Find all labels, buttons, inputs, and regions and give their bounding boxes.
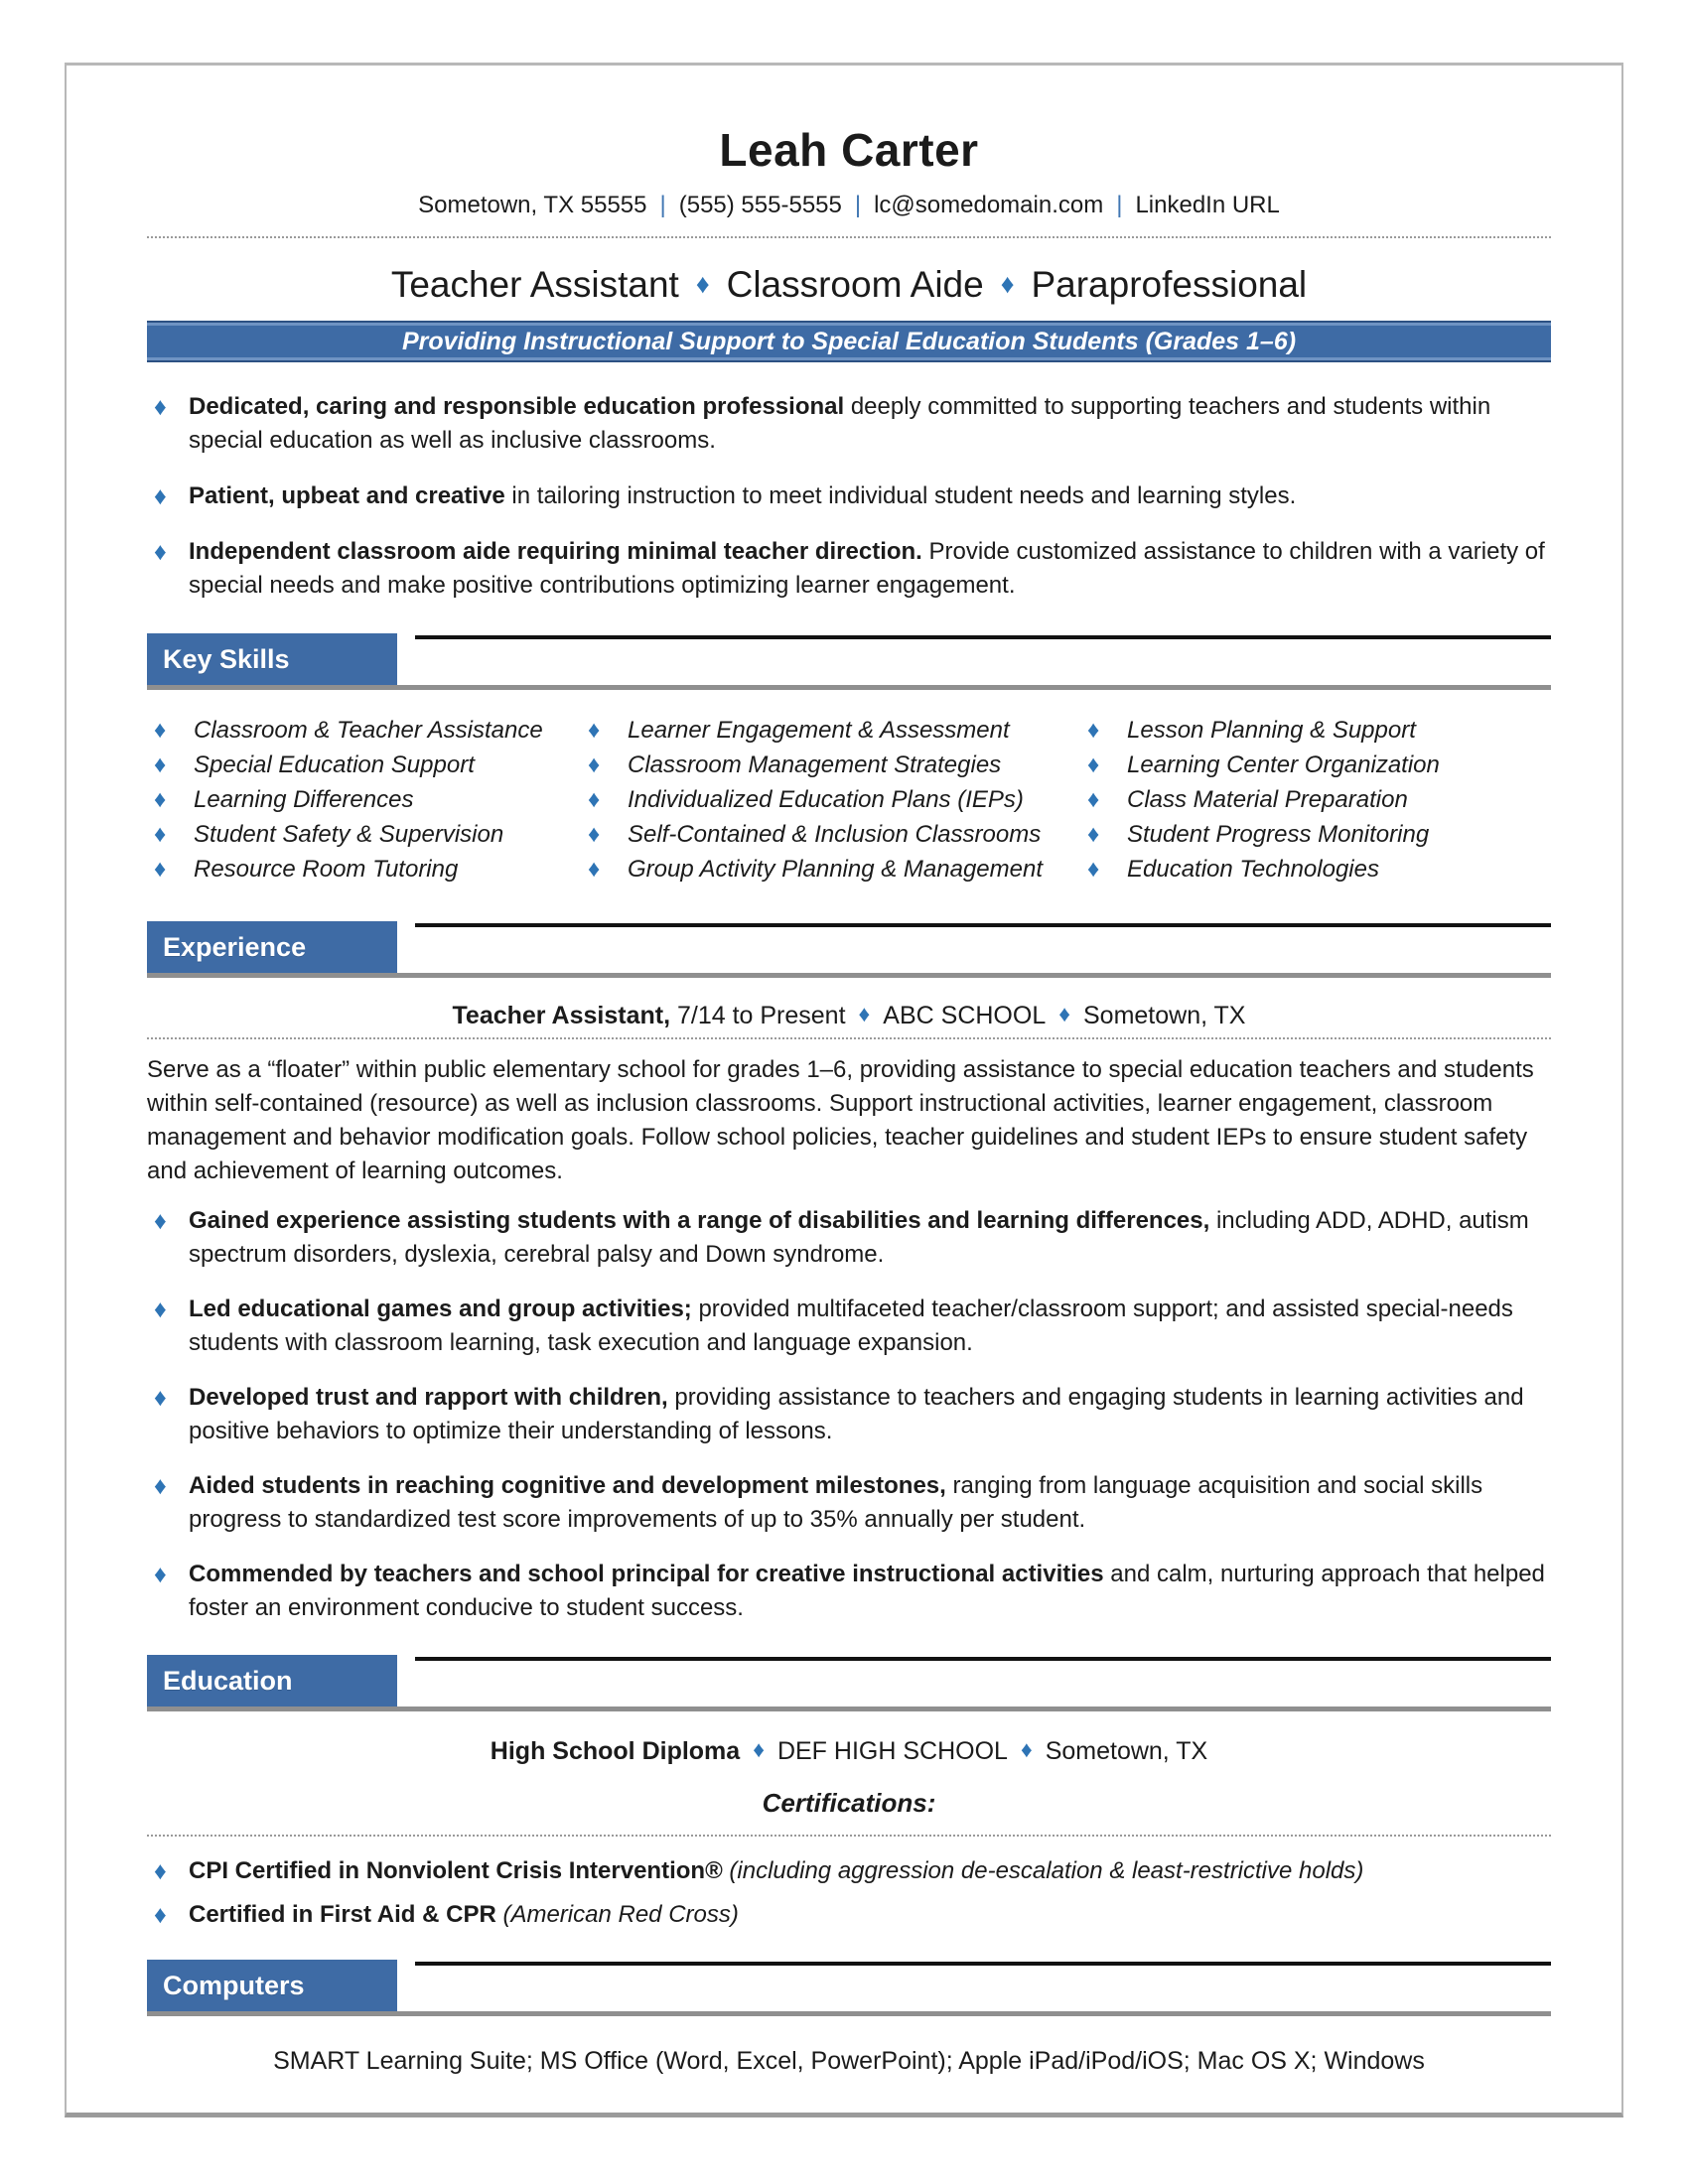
title-part: Paraprofessional [1031,264,1308,305]
section-header-rule [415,1962,1551,1966]
experience-job-line [147,998,1551,1031]
bullet-bold-lead: Independent classroom aide requiring minimal teacher direction. [189,538,922,565]
header-dotted-divider [147,236,1551,238]
diamond-bullet-icon: ♦ [154,1472,167,1500]
certifications-dotted-divider [147,1835,1551,1837]
experience-bullet [147,1381,1551,1448]
skill-item [581,817,1080,852]
bullet-bold-lead: Certified in First Aid & CPR [189,1901,496,1928]
title-part: Classroom Aide [726,264,984,305]
diamond-bullet-icon: ♦ [154,1857,167,1885]
skill-item [581,782,1080,817]
skill-item [581,748,1080,782]
experience-dotted-divider [147,1037,1551,1039]
skill-item [147,713,581,748]
bullet-rest: and calm, nurturing approach that helped foster an environment conducive to student success. [189,1561,1545,1621]
job-company: ABC SCHOOL [883,1002,1047,1029]
contact-separator: | [854,192,862,218]
bullet-bold-lead: Patient, upbeat and creative [189,482,505,509]
degree-name: High School Diploma [490,1737,741,1765]
skill-item [1080,713,1551,748]
bullet-rest: ranging from language acquisition and social skills progress to standardized test score improvements of up to 35% annually per student. [189,1472,1483,1533]
skill-item [1080,782,1551,817]
bullet-rest: Provide customized assistance to children with a variety of special needs and make positive contributions optimizing learner engagement. [189,538,1545,599]
bullet-italic-note: (American Red Cross) [495,1901,739,1928]
skill-label: Student Progress Monitoring [1127,821,1430,848]
bullet-bold-lead: Led educational games and group activities; [189,1296,692,1322]
experience-bullet-text [189,1558,1551,1625]
bullet-italic-note: (including aggression de-escalation & least-restrictive holds) [722,1857,1364,1884]
bullet-bold-lead: Developed trust and rapport with children, [189,1384,668,1411]
diamond-bullet-icon: ♦ [154,1207,167,1235]
experience-paragraph: Serve as a “floater” within public elementary school for grades 1–6, providing assistance to special education teachers and students within self-contained (resource) as well as inclusion classrooms. Support instructional activities, learner engagement, classroom management and behavior modification goals. Follow school policies, teacher guidelines and student IEPs to ensure student safety and achievement of learning outcomes. [147,1056,1534,1184]
experience-bullet [147,1469,1551,1537]
diamond-icon: ♦ [753,1736,765,1762]
section-header-rule [415,923,1551,927]
resume-page [65,63,1623,2117]
skill-item [581,852,1080,887]
skill-label: Lesson Planning & Support [1127,717,1416,744]
skill-label: Student Safety & Supervision [194,821,504,848]
diamond-bullet-icon: ♦ [1087,751,1100,778]
section-header-rule [415,635,1551,639]
experience-bullet [147,1293,1551,1360]
diamond-bullet-icon: ♦ [154,717,167,744]
diamond-bullet-icon: ♦ [154,1901,167,1929]
skill-item [581,713,1080,748]
diamond-bullet-icon: ♦ [154,821,167,848]
diamond-icon: ♦ [1000,269,1015,299]
skill-label: Self-Contained & Inclusion Classrooms [628,821,1042,848]
bullet-rest: deeply committed to supporting teachers and students within special education as well as inclusive classrooms. [189,393,1491,454]
skills-column-2 [581,713,1080,887]
experience-bullet-text [189,1469,1551,1537]
section-header-key-skills [147,633,1551,690]
education-degree-line [147,1733,1551,1767]
summary-bullet-text [189,390,1551,458]
summary-bullet [147,390,1551,458]
summary-bullet [147,479,1551,513]
job-dates: 7/14 to Present [670,1002,846,1029]
diamond-icon: ♦ [695,269,710,299]
certification-bullet [147,1854,1551,1888]
skill-label: Group Activity Planning & Management [628,856,1043,883]
skill-label: Learner Engagement & Assessment [628,717,1010,744]
diamond-bullet-icon: ♦ [154,538,167,566]
summary-bullets [147,390,1551,603]
bullet-bold-lead: Aided students in reaching cognitive and development milestones, [189,1472,946,1499]
diamond-bullet-icon: ♦ [154,393,167,421]
job-location: Sometown, TX [1082,1002,1246,1029]
diamond-bullet-icon: ♦ [1087,786,1100,813]
skill-item [147,748,581,782]
skill-label: Classroom Management Strategies [628,751,1002,778]
diamond-bullet-icon: ♦ [588,717,601,744]
section-header-rule [415,1657,1551,1661]
diamond-icon: ♦ [1058,1001,1070,1026]
certification-bullet [147,1898,1551,1932]
section-title-computers: Computers [147,1960,397,2011]
job-titles-line [147,262,1551,307]
certification-bullet-text [189,1854,1363,1888]
skill-item [147,817,581,852]
bullet-rest: providing assistance to teachers and engaging students in learning activities and positive behaviors to optimize their understanding of lessons. [189,1384,1524,1444]
computers-skills-line: SMART Learning Suite; MS Office (Word, Excel, PowerPoint); Apple iPad/iPod/iOS; Mac OS X; Windows [273,2047,1425,2075]
certification-bullets [147,1854,1551,1932]
title-part: Teacher Assistant [390,264,679,305]
diamond-bullet-icon: ♦ [154,482,167,510]
experience-bullet [147,1558,1551,1625]
contact-separator: | [1116,192,1123,218]
skill-item [1080,748,1551,782]
diamond-bullet-icon: ♦ [1087,821,1100,848]
job-title: Teacher Assistant, [452,1002,671,1029]
contact-email: lc@somedomain.com [874,192,1104,218]
experience-bullet [147,1204,1551,1272]
skill-label: Classroom & Teacher Assistance [194,717,543,744]
summary-bullet [147,535,1551,603]
contact-phone: (555) 555-5555 [678,192,842,218]
experience-bullet-text [189,1293,1551,1360]
section-header-computers [147,1960,1551,2016]
skill-label: Class Material Preparation [1127,786,1408,813]
certification-bullet-text [189,1898,739,1932]
bullet-bold-lead: Commended by teachers and school principal for creative instructional activities [189,1561,1104,1587]
contact-line [147,191,1551,220]
skills-column-1 [147,713,581,887]
section-title-key-skills: Key Skills [147,633,397,685]
diamond-bullet-icon: ♦ [1087,856,1100,883]
skill-label: Learning Differences [194,786,414,813]
school-name: DEF HIGH SCHOOL [776,1737,1008,1765]
section-header-education [147,1655,1551,1711]
section-header-experience [147,921,1551,978]
diamond-bullet-icon: ♦ [588,751,601,778]
bullet-rest: provided multifaceted teacher/classroom support; and assisted special-needs students with classroom learning, task execution and language expansion. [189,1296,1513,1356]
section-title-experience: Experience [147,921,397,973]
skill-item [1080,852,1551,887]
skill-label: Learning Center Organization [1127,751,1440,778]
diamond-bullet-icon: ♦ [1087,717,1100,744]
candidate-name: Leah Carter [719,124,979,176]
diamond-icon: ♦ [1020,1736,1033,1762]
skill-label: Special Education Support [194,751,475,778]
bullet-bold-lead: CPI Certified in Nonviolent Crisis Intervention® [189,1857,723,1884]
skill-item [147,782,581,817]
diamond-icon: ♦ [858,1001,871,1026]
contact-separator: | [659,192,666,218]
resume-content [147,66,1551,2078]
bullet-bold-lead: Dedicated, caring and responsible education professional [189,393,845,420]
certifications-heading: Certifications: [762,1788,936,1818]
diamond-bullet-icon: ♦ [154,1384,167,1412]
skills-column-3 [1080,713,1551,887]
section-title-education: Education [147,1655,397,1706]
diamond-bullet-icon: ♦ [154,786,167,813]
experience-bullet-text [189,1204,1551,1272]
key-skills-grid [147,713,1551,887]
contact-location: Sometown, TX 55555 [418,192,647,218]
diamond-bullet-icon: ♦ [154,856,167,883]
diamond-bullet-icon: ♦ [588,786,601,813]
diamond-bullet-icon: ♦ [154,1296,167,1323]
school-location: Sometown, TX [1045,1737,1208,1765]
skill-label: Individualized Education Plans (IEPs) [628,786,1024,813]
diamond-bullet-icon: ♦ [154,751,167,778]
experience-bullets [147,1204,1551,1625]
diamond-bullet-icon: ♦ [154,1561,167,1588]
summary-bullet-text [189,479,1296,513]
skill-label: Education Technologies [1127,856,1379,883]
tagline-banner: Providing Instructional Support to Special Education Students (Grades 1–6) [147,321,1551,362]
diamond-bullet-icon: ♦ [588,821,601,848]
skill-label: Resource Room Tutoring [194,856,459,883]
contact-linkedin: LinkedIn URL [1135,192,1280,218]
diamond-bullet-icon: ♦ [588,856,601,883]
experience-bullet-text [189,1381,1551,1448]
summary-bullet-text [189,535,1551,603]
bullet-rest: including ADD, ADHD, autism spectrum disorders, dyslexia, cerebral palsy and Down syndrome. [189,1207,1529,1268]
skill-item [1080,817,1551,852]
skill-item [147,852,581,887]
bullet-rest: in tailoring instruction to meet individual student needs and learning styles. [504,482,1297,509]
bullet-bold-lead: Gained experience assisting students with a range of disabilities and learning differences, [189,1207,1210,1234]
